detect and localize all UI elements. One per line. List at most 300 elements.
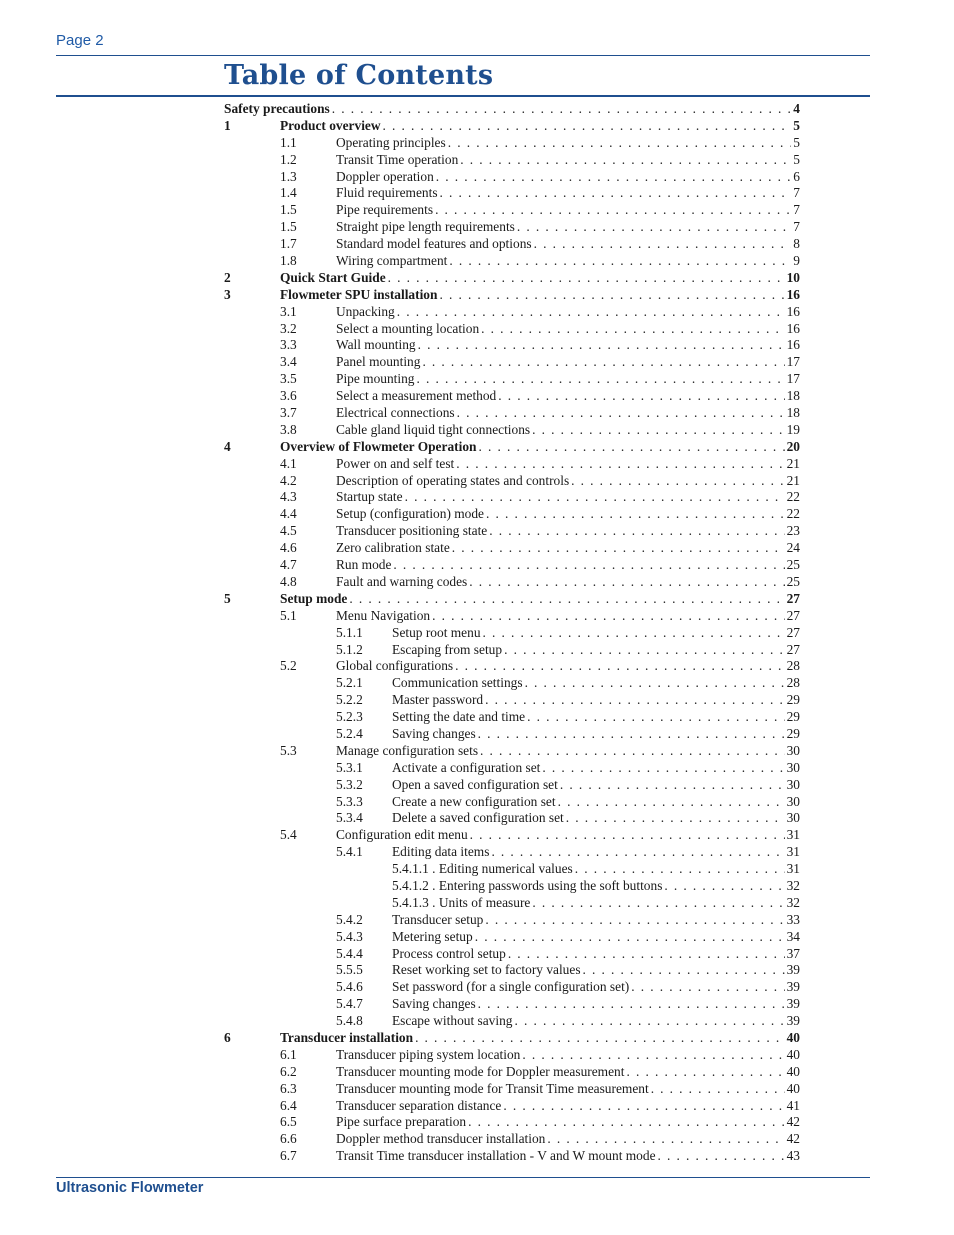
toc-entry-number: 5.2.3 bbox=[336, 709, 363, 725]
toc-entry-title: Global configurations bbox=[336, 658, 454, 674]
toc-entry-title: Wiring compartment bbox=[336, 253, 448, 269]
toc-entry-number: 6.2 bbox=[280, 1063, 297, 1079]
toc-entry-title: Communication settings bbox=[392, 675, 523, 691]
toc-entry-page: 30 bbox=[786, 742, 800, 758]
toc-entry-number: 6.7 bbox=[280, 1148, 297, 1164]
toc-entry-leader-row bbox=[336, 1148, 800, 1165]
toc-entry-leader-row bbox=[392, 895, 800, 912]
toc-entry-number: 3.4 bbox=[280, 354, 297, 370]
toc-entry[interactable] bbox=[224, 557, 800, 574]
toc-entry-leader-row bbox=[392, 861, 800, 878]
toc-entry-leader-row bbox=[392, 794, 800, 811]
toc-entry[interactable] bbox=[224, 912, 800, 929]
toc-entry-page: 30 bbox=[786, 793, 800, 809]
toc-entry-title: Pipe surface preparation bbox=[336, 1114, 467, 1130]
toc-entry-number: 5 bbox=[224, 590, 231, 606]
dot-leader bbox=[480, 743, 785, 760]
toc-entry[interactable] bbox=[224, 1047, 800, 1064]
dot-leader bbox=[415, 1030, 785, 1047]
toc-entry-leader-row bbox=[280, 287, 800, 304]
toc-entry[interactable] bbox=[224, 101, 800, 118]
toc-entry[interactable] bbox=[224, 219, 800, 236]
toc-entry[interactable] bbox=[224, 1013, 800, 1030]
toc-entry-page: 39 bbox=[786, 1013, 800, 1029]
toc-entry-title: Startup state bbox=[336, 489, 403, 505]
toc-entry-leader-row bbox=[336, 1098, 800, 1115]
toc-entry[interactable] bbox=[224, 287, 800, 304]
toc-entry-leader-row bbox=[336, 827, 800, 844]
toc-entry-leader-row bbox=[392, 760, 800, 777]
toc-entry-leader-row bbox=[336, 523, 800, 540]
toc-entry-title: Escape without saving bbox=[392, 1013, 513, 1029]
toc-entry-number: 5.2.2 bbox=[336, 692, 363, 708]
dot-leader bbox=[534, 236, 792, 253]
toc-entry-page: 17 bbox=[786, 371, 800, 387]
toc-entry-page: 18 bbox=[786, 405, 800, 421]
toc-entry[interactable] bbox=[224, 946, 800, 963]
toc-entry[interactable] bbox=[224, 135, 800, 152]
toc-entry-number: 1.2 bbox=[280, 151, 297, 167]
toc-entry-title: Overview of Flowmeter Operation bbox=[280, 438, 477, 454]
toc-entry-leader-row bbox=[336, 169, 800, 186]
toc-entry-leader-row bbox=[336, 219, 800, 236]
dot-leader bbox=[449, 253, 791, 270]
toc-entry[interactable] bbox=[224, 1030, 800, 1047]
toc-entry-title: Activate a configuration set bbox=[392, 759, 541, 775]
toc-entry-title: Electrical connections bbox=[336, 405, 455, 421]
toc-entry-page: 31 bbox=[786, 844, 800, 860]
dot-leader bbox=[483, 625, 785, 642]
toc-entry-leader-row bbox=[336, 1081, 800, 1098]
page-number: Page 2 bbox=[56, 32, 104, 49]
dot-leader bbox=[532, 895, 784, 912]
toc-entry-page: 7 bbox=[793, 202, 800, 218]
toc-entry[interactable] bbox=[224, 422, 800, 439]
dot-leader bbox=[478, 996, 785, 1013]
toc-entry-leader-row bbox=[392, 777, 800, 794]
toc-entry[interactable] bbox=[224, 540, 800, 557]
toc-entry-page: 7 bbox=[793, 185, 800, 201]
toc-entry[interactable] bbox=[224, 456, 800, 473]
toc-entry-page: 43 bbox=[786, 1148, 800, 1164]
dot-leader bbox=[542, 760, 784, 777]
toc-entry-page: 27 bbox=[786, 641, 800, 657]
toc-entry-page: 5 bbox=[793, 117, 800, 133]
toc-entry[interactable] bbox=[224, 625, 800, 642]
toc-entry[interactable] bbox=[224, 895, 800, 912]
toc-entry-number: 5.3.3 bbox=[336, 793, 363, 809]
toc-entry-page: 16 bbox=[786, 320, 800, 336]
dot-leader bbox=[571, 473, 784, 490]
toc-entry[interactable] bbox=[224, 929, 800, 946]
toc-entry-page: 8 bbox=[793, 236, 800, 252]
toc-entry[interactable] bbox=[224, 844, 800, 861]
toc-entry[interactable] bbox=[224, 692, 800, 709]
toc-entry-leader-row bbox=[336, 658, 800, 675]
dot-leader bbox=[439, 287, 784, 304]
toc-entry-leader-row bbox=[392, 946, 800, 963]
toc-entry-leader-row bbox=[336, 253, 800, 270]
toc-entry-title: Power on and self test bbox=[336, 455, 455, 471]
dot-leader bbox=[485, 912, 784, 929]
dot-leader bbox=[527, 709, 784, 726]
dot-leader bbox=[468, 1114, 784, 1131]
toc-entry-page: 23 bbox=[786, 523, 800, 539]
toc-entry[interactable] bbox=[224, 743, 800, 760]
toc-entry-number: 3.1 bbox=[280, 303, 297, 319]
toc-entry-number: 5.2.1 bbox=[336, 675, 363, 691]
toc-entry-number: 4.6 bbox=[280, 540, 297, 556]
toc-entry-title: Pipe mounting bbox=[336, 371, 415, 387]
toc-entry-leader-row bbox=[336, 152, 800, 169]
toc-entry-page: 32 bbox=[786, 894, 800, 910]
dot-leader bbox=[504, 642, 785, 659]
title-rule bbox=[56, 95, 870, 97]
footer-rule bbox=[56, 1177, 870, 1178]
toc-entry-number: 1.8 bbox=[280, 253, 297, 269]
toc-entry[interactable] bbox=[224, 675, 800, 692]
toc-entry-number: 6.1 bbox=[280, 1046, 297, 1062]
toc-entry-leader-row bbox=[336, 456, 800, 473]
dot-leader bbox=[432, 608, 785, 625]
dot-leader bbox=[388, 270, 785, 287]
toc-entry-title: Safety precautions bbox=[224, 101, 330, 116]
dot-leader bbox=[436, 169, 792, 186]
toc-entry-title: Operating principles bbox=[336, 134, 446, 150]
toc-entry-leader-row bbox=[392, 1013, 800, 1030]
toc-entry-leader-row bbox=[336, 557, 800, 574]
toc-entry-number: 4.1 bbox=[280, 455, 297, 471]
dot-leader bbox=[626, 1064, 784, 1081]
toc-entry[interactable] bbox=[224, 726, 800, 743]
toc-entry-title: Master password bbox=[392, 692, 484, 708]
toc-entry-leader-row bbox=[392, 625, 800, 642]
toc-entry-page: 22 bbox=[786, 489, 800, 505]
toc-entry[interactable] bbox=[224, 118, 800, 135]
toc-entry-page: 37 bbox=[786, 945, 800, 961]
toc-entry-page: 29 bbox=[786, 709, 800, 725]
dot-leader bbox=[485, 692, 784, 709]
toc-entry-number: 5.2.4 bbox=[336, 725, 363, 741]
toc-entry[interactable] bbox=[224, 202, 800, 219]
toc-entry-title: Doppler method transducer installation bbox=[336, 1131, 546, 1147]
dot-leader bbox=[525, 675, 785, 692]
toc-entry-title: Description of operating states and controls bbox=[336, 472, 570, 488]
toc-entry[interactable] bbox=[224, 861, 800, 878]
toc-entry[interactable] bbox=[224, 760, 800, 777]
toc-entry-number: 5.3.2 bbox=[336, 776, 363, 792]
toc-entry-title: Setting the date and time bbox=[392, 709, 526, 725]
toc-entry-number: 6 bbox=[224, 1029, 231, 1045]
toc-entry-page: 29 bbox=[786, 692, 800, 708]
toc-entry-page: 30 bbox=[786, 776, 800, 792]
toc-entry[interactable] bbox=[224, 270, 800, 287]
dot-leader bbox=[478, 439, 784, 456]
toc-entry[interactable] bbox=[224, 405, 800, 422]
toc-entry-leader-row bbox=[280, 1030, 800, 1047]
toc-entry-title: Configuration edit menu bbox=[336, 827, 468, 843]
dot-leader bbox=[515, 1013, 785, 1030]
toc-entry-number: 4.7 bbox=[280, 557, 297, 573]
toc-entry-title: Transducer installation bbox=[280, 1029, 414, 1045]
toc-entry-title: Transit Time operation bbox=[336, 151, 459, 167]
toc-entry-page: 28 bbox=[786, 658, 800, 674]
toc-entry[interactable] bbox=[224, 1064, 800, 1081]
toc-entry-title: Standard model features and options bbox=[336, 236, 532, 252]
dot-leader bbox=[470, 827, 785, 844]
toc-entry[interactable] bbox=[224, 185, 800, 202]
toc-entry-title: Transducer mounting mode for Doppler measurement bbox=[336, 1063, 625, 1079]
toc-entry-leader-row bbox=[336, 506, 800, 523]
toc-entry-number: 6.4 bbox=[280, 1097, 297, 1113]
toc-entry[interactable] bbox=[224, 506, 800, 523]
toc-entry-leader-row bbox=[336, 574, 800, 591]
toc-entry-page: 40 bbox=[786, 1063, 800, 1079]
toc-entry-title: Wall mounting bbox=[336, 337, 416, 353]
toc-entry-number: 4 bbox=[224, 438, 231, 454]
toc-entry[interactable] bbox=[224, 658, 800, 675]
toc-entry-page: 24 bbox=[786, 540, 800, 556]
toc-entry-page: 7 bbox=[793, 219, 800, 235]
toc-entry-title: Quick Start Guide bbox=[280, 269, 386, 285]
toc-entry-leader-row bbox=[336, 185, 800, 202]
toc-entry[interactable] bbox=[224, 996, 800, 1013]
toc-entry-leader-row bbox=[336, 422, 800, 439]
toc-entry[interactable] bbox=[224, 253, 800, 270]
toc-entry-page: 21 bbox=[786, 455, 800, 471]
toc-entry-title: Delete a saved configuration set bbox=[392, 810, 564, 826]
toc-entry-page: 18 bbox=[786, 388, 800, 404]
dot-leader bbox=[560, 777, 785, 794]
dot-leader bbox=[456, 456, 784, 473]
toc-entry-title: Transducer separation distance bbox=[336, 1097, 502, 1113]
toc-entry-number: 5.1 bbox=[280, 607, 297, 623]
toc-entry-page: 40 bbox=[786, 1046, 800, 1062]
toc-entry-title: Transducer mounting mode for Transit Time measurement bbox=[336, 1080, 649, 1096]
toc-entry-number: 3.8 bbox=[280, 421, 297, 437]
toc-entry-leader-row bbox=[392, 996, 800, 1013]
toc-entry[interactable] bbox=[224, 1098, 800, 1115]
toc-entry-number: 5.2 bbox=[280, 658, 297, 674]
toc-entry-page: 34 bbox=[786, 928, 800, 944]
dot-leader bbox=[491, 844, 784, 861]
toc-entry-number: 6.5 bbox=[280, 1114, 297, 1130]
toc-entry-number: 4.8 bbox=[280, 573, 297, 589]
dot-leader bbox=[503, 1098, 784, 1115]
toc-entry-title: Zero calibration state bbox=[336, 540, 450, 556]
toc-entry[interactable] bbox=[224, 388, 800, 405]
toc-entry-number: 1.3 bbox=[280, 168, 297, 184]
toc-entry-page: 17 bbox=[786, 354, 800, 370]
toc-entry[interactable] bbox=[224, 574, 800, 591]
toc-entry-leader-row bbox=[392, 810, 800, 827]
toc-entry-page: 31 bbox=[786, 861, 800, 877]
dot-leader bbox=[435, 202, 791, 219]
toc-entry-number: 5.4.6 bbox=[336, 979, 363, 995]
dot-leader bbox=[349, 591, 784, 608]
toc-entry-leader-row bbox=[336, 1047, 800, 1064]
toc-entry-leader-row bbox=[336, 388, 800, 405]
toc-entry-title: Setup root menu bbox=[392, 624, 481, 640]
toc-entry-number: 3.7 bbox=[280, 405, 297, 421]
dot-leader bbox=[422, 354, 784, 371]
toc-entry-leader-row bbox=[280, 439, 800, 456]
toc-entry-leader-row bbox=[392, 692, 800, 709]
toc-entry[interactable] bbox=[224, 304, 800, 321]
toc-entry[interactable] bbox=[224, 489, 800, 506]
dot-leader bbox=[508, 946, 785, 963]
toc-entry-title: Select a mounting location bbox=[336, 320, 480, 336]
toc-entry[interactable] bbox=[224, 709, 800, 726]
header-rule bbox=[56, 55, 870, 56]
toc-entry[interactable] bbox=[224, 152, 800, 169]
toc-entry-title: Flowmeter SPU installation bbox=[280, 286, 438, 302]
dot-leader bbox=[417, 371, 785, 388]
toc-entry-leader-row bbox=[392, 962, 800, 979]
toc-entry-leader-row bbox=[336, 1114, 800, 1131]
toc-entry-page: 27 bbox=[786, 607, 800, 623]
dot-leader bbox=[448, 135, 792, 152]
toc-entry-title: Product overview bbox=[280, 117, 381, 133]
toc-entry-title: Doppler operation bbox=[336, 168, 434, 184]
toc-entry[interactable] bbox=[224, 169, 800, 186]
toc-entry-title: Open a saved configuration set bbox=[392, 776, 558, 792]
toc-entry[interactable] bbox=[224, 608, 800, 625]
dot-leader bbox=[481, 321, 784, 338]
toc-entry-number: 5.4.2 bbox=[336, 911, 363, 927]
dot-leader bbox=[397, 304, 785, 321]
toc-entry[interactable] bbox=[224, 827, 800, 844]
table-of-contents bbox=[224, 101, 800, 1165]
toc-entry[interactable] bbox=[224, 321, 800, 338]
toc-entry-title: Unpacking bbox=[336, 303, 395, 319]
toc-entry-title: Transducer positioning state bbox=[336, 523, 488, 539]
toc-entry-number: 6.3 bbox=[280, 1080, 297, 1096]
dot-leader bbox=[489, 523, 784, 540]
toc-entry-leader-row bbox=[392, 726, 800, 743]
toc-entry[interactable] bbox=[224, 236, 800, 253]
toc-entry-leader-row bbox=[392, 878, 800, 895]
toc-entry-leader-row bbox=[392, 642, 800, 659]
toc-entry-leader-row bbox=[336, 405, 800, 422]
toc-entry-page: 9 bbox=[793, 253, 800, 269]
toc-entry[interactable] bbox=[224, 642, 800, 659]
toc-entry-title: 5.4.1.3 . Units of measure bbox=[392, 894, 531, 910]
toc-entry-page: 25 bbox=[786, 573, 800, 589]
dot-leader bbox=[393, 557, 784, 574]
toc-entry-title: Reset working set to factory values bbox=[392, 962, 581, 978]
toc-entry-leader-row bbox=[336, 304, 800, 321]
toc-entry[interactable] bbox=[224, 473, 800, 490]
toc-entry[interactable] bbox=[224, 810, 800, 827]
toc-entry-leader-row bbox=[336, 608, 800, 625]
toc-entry[interactable] bbox=[224, 962, 800, 979]
toc-entry-leader-row bbox=[336, 1064, 800, 1081]
dot-leader bbox=[558, 794, 785, 811]
toc-entry-number: 5.4 bbox=[280, 827, 297, 843]
toc-entry-title: Editing data items bbox=[392, 844, 490, 860]
toc-entry[interactable] bbox=[224, 523, 800, 540]
toc-entry[interactable] bbox=[224, 591, 800, 608]
dot-leader bbox=[575, 861, 785, 878]
dot-leader bbox=[532, 422, 784, 439]
toc-entry-page: 5 bbox=[793, 151, 800, 167]
toc-entry-page: 39 bbox=[786, 962, 800, 978]
toc-entry-title: Setup mode bbox=[280, 590, 348, 606]
toc-entry-page: 30 bbox=[786, 759, 800, 775]
toc-entry-leader-row bbox=[392, 844, 800, 861]
toc-entry-page: 42 bbox=[786, 1131, 800, 1147]
toc-entry-title: Menu Navigation bbox=[336, 607, 431, 623]
toc-entry-number: 3.3 bbox=[280, 337, 297, 353]
toc-entry[interactable] bbox=[224, 1114, 800, 1131]
toc-entry-number: 4.2 bbox=[280, 472, 297, 488]
toc-entry-number: 4.5 bbox=[280, 523, 297, 539]
toc-entry[interactable] bbox=[224, 1148, 800, 1165]
toc-entry-number: 4.3 bbox=[280, 489, 297, 505]
dot-leader bbox=[517, 219, 791, 236]
toc-entry[interactable] bbox=[224, 371, 800, 388]
toc-entry-page: 42 bbox=[786, 1114, 800, 1130]
toc-entry-page: 4 bbox=[793, 101, 800, 116]
toc-entry[interactable] bbox=[224, 337, 800, 354]
dot-leader bbox=[522, 1047, 784, 1064]
toc-entry-leader-row bbox=[336, 473, 800, 490]
toc-entry-title: Select a measurement method bbox=[336, 388, 497, 404]
dot-leader bbox=[664, 878, 784, 895]
toc-entry-number: 3.2 bbox=[280, 320, 297, 336]
toc-entry-page: 6 bbox=[793, 168, 800, 184]
toc-entry-number: 5.3 bbox=[280, 742, 297, 758]
toc-entry-leader-row bbox=[336, 540, 800, 557]
toc-entry-number: 1.5 bbox=[280, 202, 297, 218]
toc-entry[interactable] bbox=[224, 439, 800, 456]
toc-entry-leader-row bbox=[336, 337, 800, 354]
toc-entry-page: 5 bbox=[793, 134, 800, 150]
dot-leader bbox=[651, 1081, 785, 1098]
toc-entry-leader-row bbox=[392, 709, 800, 726]
toc-entry-title: Fluid requirements bbox=[336, 185, 438, 201]
toc-entry-title: Manage configuration sets bbox=[336, 742, 479, 758]
toc-entry-page: 16 bbox=[786, 337, 800, 353]
toc-entry[interactable] bbox=[224, 1081, 800, 1098]
toc-entry-leader-row bbox=[336, 236, 800, 253]
toc-entry[interactable] bbox=[224, 1131, 800, 1148]
toc-entry-number: 3 bbox=[224, 286, 231, 302]
toc-entry-page: 27 bbox=[786, 590, 800, 606]
toc-entry-title: Pipe requirements bbox=[336, 202, 434, 218]
dot-leader bbox=[475, 929, 785, 946]
toc-entry-number: 3.5 bbox=[280, 371, 297, 387]
toc-entry-leader-row bbox=[392, 979, 800, 996]
toc-entry[interactable] bbox=[224, 878, 800, 895]
dot-leader bbox=[486, 506, 785, 523]
toc-entry[interactable] bbox=[224, 979, 800, 996]
dot-leader bbox=[478, 726, 785, 743]
toc-entry-page: 22 bbox=[786, 506, 800, 522]
toc-entry-number: 5.4.1 bbox=[336, 844, 363, 860]
toc-entry-leader-row bbox=[280, 591, 800, 608]
toc-entry-page: 27 bbox=[786, 624, 800, 640]
toc-entry[interactable] bbox=[224, 777, 800, 794]
dot-leader bbox=[469, 574, 784, 591]
dot-leader bbox=[583, 962, 785, 979]
toc-entry-leader-row bbox=[336, 489, 800, 506]
toc-entry[interactable] bbox=[224, 354, 800, 371]
footer-title: Ultrasonic Flowmeter bbox=[56, 1180, 204, 1196]
toc-entry[interactable] bbox=[224, 794, 800, 811]
toc-entry-leader-row bbox=[336, 1131, 800, 1148]
